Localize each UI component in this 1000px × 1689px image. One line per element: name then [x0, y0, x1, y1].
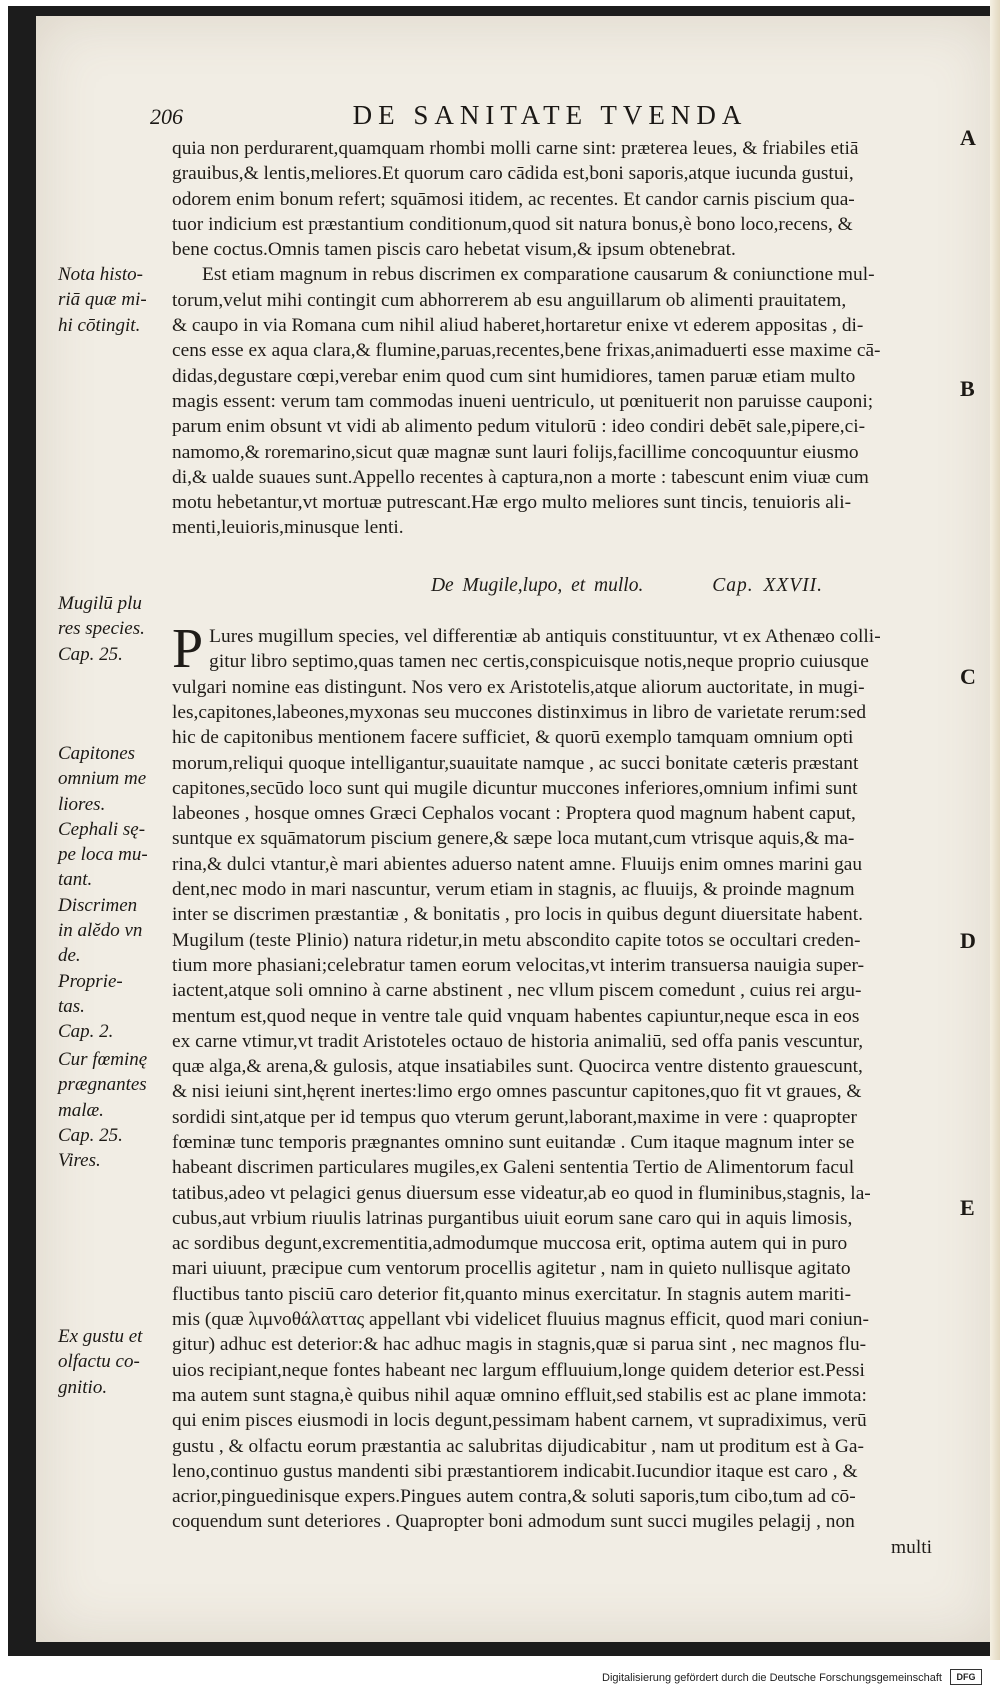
- text-line: vulgari nomine eas distingunt. Nos vero ex Aristotelis,atque aliorum auctoritate, in mugi-: [172, 676, 865, 698]
- text-line: habeant discrimen particulares mugiles,ex Galeni sententia Tertio de Alimentorum facul: [172, 1157, 855, 1179]
- margin-note-line: res species.: [58, 618, 145, 640]
- text-line: motu hebetantur,vt mortuæ putrescant.Hæ ergo multo meliores sunt tincis, tenuioris ali-: [172, 492, 852, 514]
- text-line: ex carne vtimur,vt tradit Aristoteles octauo de historia animaliū, sed offa panis vescuntur,: [172, 1030, 864, 1052]
- text-line: acrior,pinguedinisque expers.Pingues autem contra,& soluti saporis,tum cibo,tum ad cō-: [172, 1486, 856, 1508]
- text-line: Est etiam magnum in rebus discrimen ex comparatione causarum & coniunctione mul-: [202, 264, 875, 286]
- margin-note-line: Discrimen: [58, 894, 138, 916]
- body-text: [172, 136, 952, 1560]
- margin-note-line: Vires.: [58, 1150, 101, 1172]
- margin-note-line: Cap. 2.: [58, 1021, 114, 1043]
- margin-note-line: Cephali sę-: [58, 818, 146, 840]
- text-line: bene coctus.Omnis tamen piscis caro hebetat visum,& ipsum obtenebrat.: [172, 239, 736, 261]
- text-line: morum,reliqui quoque intelligantur,suauitate namque , ac succi bonitate cæteris præstant: [172, 752, 859, 774]
- running-head: [150, 100, 940, 131]
- margin-note-line: Mugilū plu: [58, 593, 142, 614]
- margin-note-line: malæ.: [58, 1099, 104, 1121]
- paragraph-3: [172, 618, 952, 1535]
- text-line: quæ alga,& arena,& gulosis, atque insatiabiles sunt. Quocirca ventre distento grauescunt,: [172, 1056, 863, 1078]
- folio-number: 206: [150, 104, 183, 129]
- margin-note-line: pe loca mu-: [58, 844, 148, 866]
- margin-note-line: in alĕdo vn: [58, 920, 143, 942]
- margin-note-4: [58, 1047, 164, 1173]
- text-line: gitur libro septimo,quas tamen nec certis,conspicuisque notis,neque proprio cuiusque: [209, 651, 869, 673]
- text-line: inter se discrimen præstantiæ , & bonitatis , pro locis in quibus degunt diuersitate habent.: [172, 904, 863, 926]
- margin-note-line: Proprie-: [58, 970, 123, 992]
- text-line: magis essent: verum tam commodas inueni uentriculo, ut pœnituerit non paruisse cauponi;: [172, 390, 874, 412]
- paragraph-2: [172, 262, 952, 540]
- section-letter-a: A: [960, 125, 976, 150]
- margin-note-line: gnitio.: [58, 1376, 108, 1398]
- text-line: labeones , hosque omnes Græci Cephalos vocant : Proptera quod magnum habent caput,: [172, 803, 856, 825]
- margin-note-line: Cap. 25.: [58, 643, 123, 665]
- section-letter-d: D: [960, 928, 976, 953]
- margin-note-line: riā quæ mi-: [58, 289, 147, 311]
- text-line: & nisi ieiuni sint,hęrent inertes:limo ergo omnes pascuntur capitones,quo fit vt graues, &: [172, 1081, 862, 1103]
- text-line: torum,velut mihi contingit cum abhorrerem ab esu anguillarum ob alimenti prauitatem,: [172, 289, 847, 311]
- text-line: mis (quæ λιμνοθάλαττας appellant vbi videlicet fluuius magnus efficit, quod mari coniun-: [172, 1309, 869, 1331]
- text-line: gitur) adhuc est deterior:& hac adhuc magis in stagnis,quæ si parua sint , nec magnos flu-: [172, 1334, 867, 1356]
- text-line: odorem enim bonum refert; squāmosi itidem, ac recentes. Et candor carnis piscium qua-: [172, 188, 855, 210]
- text-line: & caupo in via Romana cum nihil aliud haberet,hortaretur enixe vt ederem appositas , di-: [172, 315, 864, 337]
- margin-note-line: prægnantes: [58, 1074, 147, 1096]
- margin-note-line: olfactu co-: [58, 1351, 140, 1373]
- text-line: quia non perdurarent,quamquam rhombi molli carne sint: præterea leues, & friabiles etiā: [172, 138, 859, 159]
- text-line: les,capitones,labeones,myxonas seu muccones distinximus in libro de varietate rerum:sed: [172, 701, 867, 723]
- margin-note-line: Cap. 25.: [58, 1124, 123, 1146]
- margin-note-3: [58, 741, 164, 1045]
- text-line: Lures mugillum species, vel differentiæ ab antiquis constituuntur, vt ex Athenæo colli-: [209, 626, 881, 648]
- text-line: menti,leuioris,minusque lenti.: [172, 517, 404, 539]
- text-line: hic de capitonibus mentionem facere sufficiet, & quorū exemplo tamquam omnium opti: [172, 727, 854, 749]
- text-line: grauibus,& lentis,meliores.Et quorum caro cādida est,boni saporis,atque iucunda gustui,: [172, 163, 854, 185]
- text-line: qui enim pisces eiusmodi in locis degunt,pessimam habent carnem, vt supradiximus, verū: [172, 1410, 867, 1432]
- text-line: gustu , & olfactu eorum præstantia ac salubritas dijudicabitur , nam ut proditum est à Ga-: [172, 1435, 864, 1457]
- footer: [0, 1660, 1000, 1689]
- footer-credit: Digitalisierung gefördert durch die Deutsche Forschungsgemeinschaft: [602, 1672, 942, 1684]
- text-line: tuor indicium est præstantium conditionum,quod sit natura bonus,è bono loco,recens, &: [172, 213, 853, 235]
- text-line: capitones,secūdo loco sunt qui mugile dicuntur muccones inferiores,omnium infimi sunt: [172, 777, 858, 799]
- margin-note-5: [58, 1324, 164, 1400]
- margin-note-2: [58, 591, 164, 667]
- margin-note-line: liores.: [58, 793, 106, 815]
- text-line: rina,& dulci vtantur,è mari abientes aduerso natent amne. Fluuijs enim omnes marini gau: [172, 853, 863, 875]
- paragraph-1: [172, 136, 952, 262]
- margin-note-line: Cur fœminę: [58, 1049, 148, 1070]
- text-line: namomo,& roremarino,sicut quæ magnæ sunt lauri folijs,facillime concoquuntur eiusmo: [172, 441, 859, 463]
- margin-note-line: Capitones: [58, 743, 136, 764]
- text-line: Mugilum (teste Plinio) natura ridetur,in metu abscondito capite totos se occultari creden-: [172, 929, 861, 951]
- section-letter-e: E: [960, 1195, 975, 1220]
- margin-note-1: [58, 262, 164, 338]
- text-line: di,& ualde suaues sunt.Appello recentes à captura,non a morte : tabescunt enim viuæ cum: [172, 466, 869, 488]
- text-line: cubus,aut vrbium riuulis latrinas purgantibus uiuit eorum sane caro qui in aquis limosis,: [172, 1207, 853, 1229]
- chapter-number: Cap. XXVII.: [712, 574, 824, 596]
- text-line: mari uiuunt, præcipue cum ventorum procellis agitetur , nam in quieto nullisque agitato: [172, 1258, 851, 1280]
- text-line: ma autem sunt stagna,è quibus nihil aquæ omnino effluit,sed stabilis est ac plane immota:: [172, 1384, 867, 1406]
- margin-note-line: omnium me: [58, 768, 147, 790]
- text-line: parum enim obsunt vt vidi ab alimento pedum vitulorū : ideo condiri debēt sale,pipere,ci-: [172, 416, 866, 438]
- text-line: tium more phasiani;celebratur tamen eorum velocitas,vt interim transuersa nauigia super-: [172, 954, 865, 976]
- running-title: DE SANITATE TVENDA: [352, 100, 748, 130]
- chapter-title: De Mugile,lupo, et mullo.: [430, 574, 644, 596]
- text-line: didas,degustare cœpi,verebar enim quod cum sint humidiores, tamen paruæ etiam multo: [172, 365, 856, 387]
- catchword: multi: [891, 1536, 932, 1558]
- text-line: ac sordibus degunt,excrementitia,admodumque muccosa erit, optima autem qui in puro: [172, 1233, 848, 1255]
- margin-note-line: Ex gustu et: [58, 1326, 143, 1347]
- section-letter-b: B: [960, 376, 975, 401]
- margin-note-line: Nota histo-: [58, 264, 143, 285]
- text-line: sordidi sint,atque per id tempus quo vterum gerunt,laborant,maxime in vere : quapropter: [172, 1106, 857, 1128]
- text-line: leno,continuo gustus mandenti sibi præstantiorem indicabit.Iucundior itaque est caro , &: [172, 1460, 858, 1482]
- text-line: tatibus,adeo vt pelagici genus diuersum esse videatur,ab eo quod in fluminibus,stagnis, la-: [172, 1182, 871, 1204]
- text-line: suntque ex squāmatorum piscium genere,& sæpe loca mutant,cum vtrisque aquis,& ma-: [172, 828, 855, 850]
- margin-note-line: hi cōtingit.: [58, 314, 141, 336]
- margin-note-line: tant.: [58, 869, 93, 891]
- margin-note-line: de.: [58, 945, 81, 967]
- section-letter-c: C: [960, 664, 976, 689]
- text-line: uios recipiant,neque fontes habeant nec largum effluuium,longe quidem deterior est.Pessi: [172, 1359, 865, 1381]
- text-line: mentum est,quod neque in ventre tale quid vnquam habentes capiuntur,neque esca in eos: [172, 1005, 860, 1027]
- text-line: coquendum sunt deteriores . Quapropter boni admodum sunt succi mugiles pelagij , non: [172, 1511, 855, 1533]
- dfg-logo: DFG: [950, 1669, 982, 1685]
- text-line: fœminæ tunc temporis prægnantes omnino sunt euitandæ . Cum itaque magnum inter se: [172, 1131, 855, 1153]
- text-line: iactent,atque soli omnino à carne abstinent , nec vllum piscem comedunt , cuius rei argu-: [172, 980, 862, 1002]
- page-edge: [990, 0, 1000, 1660]
- text-line: fluctibus tanto pisciū caro deterior fit,quanto minus exercitatur. In stagnis autem mariti-: [172, 1283, 852, 1305]
- text-line: cens esse ex aqua clara,& flumine,paruas,recentes,bene frixas,animaduerti esse maxime cā-: [172, 340, 881, 362]
- text-line: dent,nec modo in mari nascuntur, verum etiam in stagnis, ac fluuijs, & proinde magnum: [172, 879, 855, 901]
- margin-note-line: tas.: [58, 995, 85, 1017]
- chapter-heading: [172, 573, 952, 598]
- drop-capital: P: [172, 618, 204, 681]
